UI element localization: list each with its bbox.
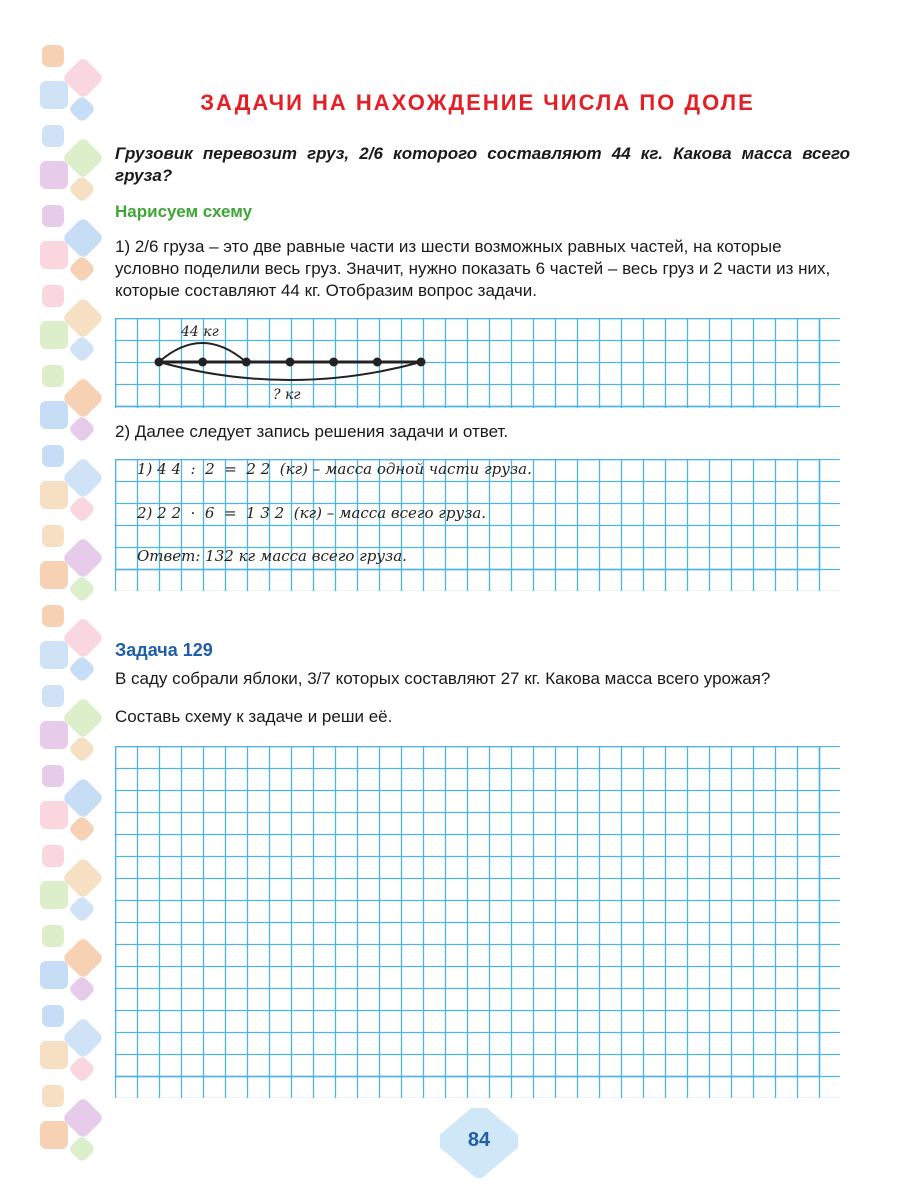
decor-square — [68, 1055, 96, 1083]
decor-square — [62, 377, 104, 419]
problem-text: Грузовик перевозит груз, 2/6 которого составляют 44 кг. Какова масса всего груза? — [115, 144, 850, 185]
decor-square — [62, 857, 104, 899]
task-instruction: Составь схему к задаче и реши её. — [115, 707, 393, 726]
decor-square — [68, 815, 96, 843]
decor-square — [62, 57, 104, 99]
part-label: 44 кг — [181, 324, 219, 340]
step-1-text: 1) 2/6 груза – это две равные части из шести возможных равных частей, на которые условно поделили весь груз. Значит, нужно показать 6 частей – весь груз и 2 части из них, которые составляют 44 кг. Отобразим вопрос задачи. — [115, 237, 831, 300]
decor-square — [68, 895, 96, 923]
answer-grid — [115, 746, 840, 1098]
decor-square — [42, 445, 64, 467]
decor-square — [40, 641, 68, 669]
decor-square — [42, 525, 64, 547]
solution-answer: Ответ: 132 кг масса всего груза. — [137, 547, 407, 565]
decor-square — [68, 975, 96, 1003]
decor-square — [62, 937, 104, 979]
decor-square — [42, 765, 64, 787]
decor-square — [62, 457, 104, 499]
segment-point — [417, 358, 426, 367]
decor-square — [42, 1085, 64, 1107]
decor-square — [40, 881, 68, 909]
segment-point — [286, 358, 295, 367]
decor-square — [40, 241, 68, 269]
decor-square — [62, 1017, 104, 1059]
decor-square — [62, 697, 104, 739]
decor-square — [68, 735, 96, 763]
solution-line-2: 2) 2 2 · 6 = 1 3 2 (кг) – масса всего груза. — [137, 504, 487, 522]
scheme-heading: Нарисуем схему — [115, 202, 253, 221]
grid-lines — [115, 746, 840, 1098]
segment-point — [198, 358, 207, 367]
scheme-diagram — [155, 324, 426, 403]
grid-lines — [115, 459, 840, 591]
decorative-border — [0, 0, 110, 1200]
decor-square — [68, 255, 96, 283]
decor-square — [40, 561, 68, 589]
decor-square — [42, 45, 64, 67]
solution-grid — [115, 459, 840, 591]
decor-square — [68, 335, 96, 363]
decor-square — [40, 161, 68, 189]
solution-line-1: 1) 4 4 : 2 = 2 2 (кг) – масса одной части груза. — [137, 460, 532, 478]
decor-square — [62, 777, 104, 819]
step-2-text: 2) Далее следует запись решения задачи и ответ. — [115, 422, 509, 441]
scheme-grid — [115, 318, 840, 408]
decor-square — [68, 575, 96, 603]
decor-square — [40, 81, 68, 109]
decor-square — [40, 1041, 68, 1069]
decor-square — [40, 481, 68, 509]
decor-square — [40, 801, 68, 829]
segment-point — [373, 358, 382, 367]
decor-square — [42, 365, 64, 387]
decor-square — [68, 495, 96, 523]
task-text: В саду собрали яблоки, 3/7 которых составляют 27 кг. Какова масса всего урожая? — [115, 669, 771, 688]
decor-square — [42, 205, 64, 227]
decor-square — [40, 721, 68, 749]
decor-square — [62, 297, 104, 339]
decor-square — [62, 617, 104, 659]
whole-label: ? кг — [273, 387, 301, 403]
task-heading: Задача 129 — [115, 640, 213, 660]
decor-square — [42, 1005, 64, 1027]
decor-square — [68, 415, 96, 443]
page-number-badge — [440, 1108, 518, 1178]
decor-square — [40, 961, 68, 989]
decor-square — [68, 655, 96, 683]
decor-square — [62, 537, 104, 579]
decor-square — [42, 605, 64, 627]
decor-square — [42, 285, 64, 307]
decor-square — [68, 1135, 96, 1163]
decor-square — [62, 1097, 104, 1139]
decor-square — [40, 1121, 68, 1149]
decor-square — [42, 685, 64, 707]
page-number: 84 — [467, 1129, 491, 1151]
decor-square — [40, 321, 68, 349]
segment-point — [242, 358, 251, 367]
decor-square — [68, 175, 96, 203]
page-title: ЗАДАЧИ НА НАХОЖДЕНИЕ ЧИСЛА ПО ДОЛЕ — [200, 90, 755, 115]
segment-point — [155, 358, 164, 367]
decor-square — [42, 925, 64, 947]
decor-square — [40, 401, 68, 429]
decor-square — [62, 217, 104, 259]
decor-square — [42, 125, 64, 147]
decor-square — [68, 95, 96, 123]
decor-square — [62, 137, 104, 179]
segment-point — [329, 358, 338, 367]
decor-square — [42, 845, 64, 867]
